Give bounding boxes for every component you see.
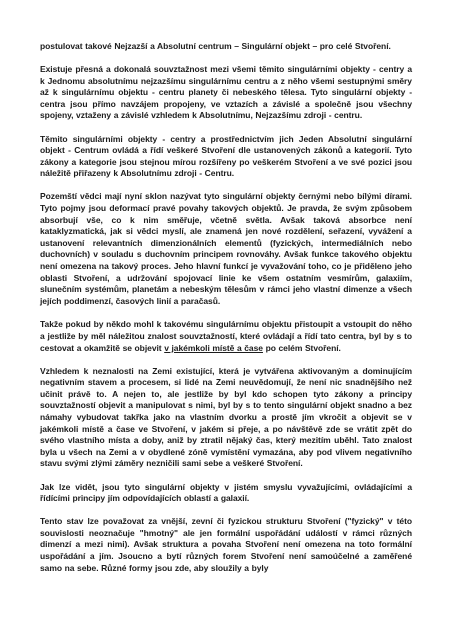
paragraph-4: Pozemští vědci mají nyní sklon nazývat tyto singulární objekty černými nebo bílými dírami. Tyto pojmy jsou deformací pravé povahy takových objektů. Je pravda, že svým způsobem absorbují vše, co k nim směřuje, včetně světla. Avšak taková absorbce není kataklyzmatická, jak si vědci myslí, ale znamená jen nové rozdělení, seřazení, vyvážení a ustanovení relevantních dimenzionálních elementů (fyzických, intermediálních nebo duchovních) v souladu s duchovním principem rovnováhy. Avšak funkce takového objektu není omezena na takový proces. Jeho hlavní funkcí je vyvažování toho, co je přiděleno jeho oblasti Stvoření, a udržování spojovací linie ke všem ostatním vesmírům, galaxiím, slunečním systémům, planetám a nebeským tělesům v rámci jeho vlastní dimenze a všech jejích poddimenzí, časových linií a paračasů. xyxy=(40,191,412,306)
paragraph-8: Tento stav lze považovat za vnější, zevní či fyzickou strukturu Stvoření ("fyzický" v této souvislosti neoznačuje "hmotný" ale jen formální uspořádání událostí v rámci různých dimenzí a mezi nimi). Avšak struktura a povaha Stvoření není omezena na toto formální uspořádání a jím. Jsoucno a bytí různých forem Stvoření není samoúčelné a zaměřené samo na sebe. Různé formy jsou zde, aby sloužily a byly xyxy=(40,516,412,573)
paragraph-6: Vzhledem k neznalosti na Zemi existující, která je vytvářena aktivovaným a dominujícím negativním stavem a procesem, si lidé na Zemi neuvědomují, že není nic snadnějšího než učinit právě to. A nejen to, ale jestliže by byl kdo schopen tyto zákony a principy souvztažností objevit a manipulovat s nimi, byl by s to tento singulární objekt snadno a bez námahy vybudovat takřka jako na vlastním dvorku a prostě jím vkročit a objevit se v jakémkoli místě a čase ve Stvoření, v jakém si přeje, a po návštěvě zde se vrátit zpět do svého vlastního místa a doby, aniž by ztratil nějaký čas, který mezitím uběhl. Tato znalost byla u všech na Zemi a v obydlené zóně vymístění vymazána, aby pod vlivem negativního stavu svými zlými záměry nezničili sami sebe a veškeré Stvoření. xyxy=(40,365,412,469)
paragraph-5-text-end: po celém Stvoření. xyxy=(262,342,341,353)
paragraph-5-text-start: Takže pokud by někdo mohl k takovému singulárnímu objektu přistoupit a vstoupit do něho a jestliže by měl náležitou znalost souvztažností, které ovládají a řídí tato centra, byl by s to cestovat a okamžitě se objevit xyxy=(40,319,412,353)
paragraph-1: postulovat takové Nejzazší a Absolutní centrum – Singulární objekt – pro celé Stvoření. xyxy=(40,41,391,51)
paragraph-3: Těmito singulárními objekty - centry a prostřednictvím jich Jeden Absolutní singulární objekt - Centrum ovládá a řídí veškeré Stvoření dle ustanovených zákonů a kategorií. Tyto zákony a kategorie jsou stejnou mírou rozšířeny po veškerém Stvoření a ve své pozici jsou náležitě přiřazeny k Absolutnímu zdroji - Centru. xyxy=(40,133,412,179)
paragraph-5-underlined-phrase: v jakémkoli místě a čase xyxy=(164,342,263,353)
paragraph-2: Existuje přesná a dokonalá souvztažnost mezi všemi těmito singulárními objekty - centry a k Jednomu absolutnímu nejzazšímu singulárnímu centru a z něho všemi sestupnými směry až k singulárnímu objektu - centru planety či nebeského tělesa. Tyto singulární objekty - centra jsou přímo navzájem propojeny, ve vztazích a závislé a společně jsou všechny spojeny, vztaženy a závislé vzhledem k Absolutnímu, Nejzazšímu zdroji - centru. xyxy=(40,64,412,121)
paragraph-5 xyxy=(40,319,412,354)
paragraph-7: Jak lze vidět, jsou tyto singulární objekty v jistém smyslu vyvažujícími, ovládajícími a řídícími principy jím odpovídajících oblastí a galaxií. xyxy=(40,481,412,504)
